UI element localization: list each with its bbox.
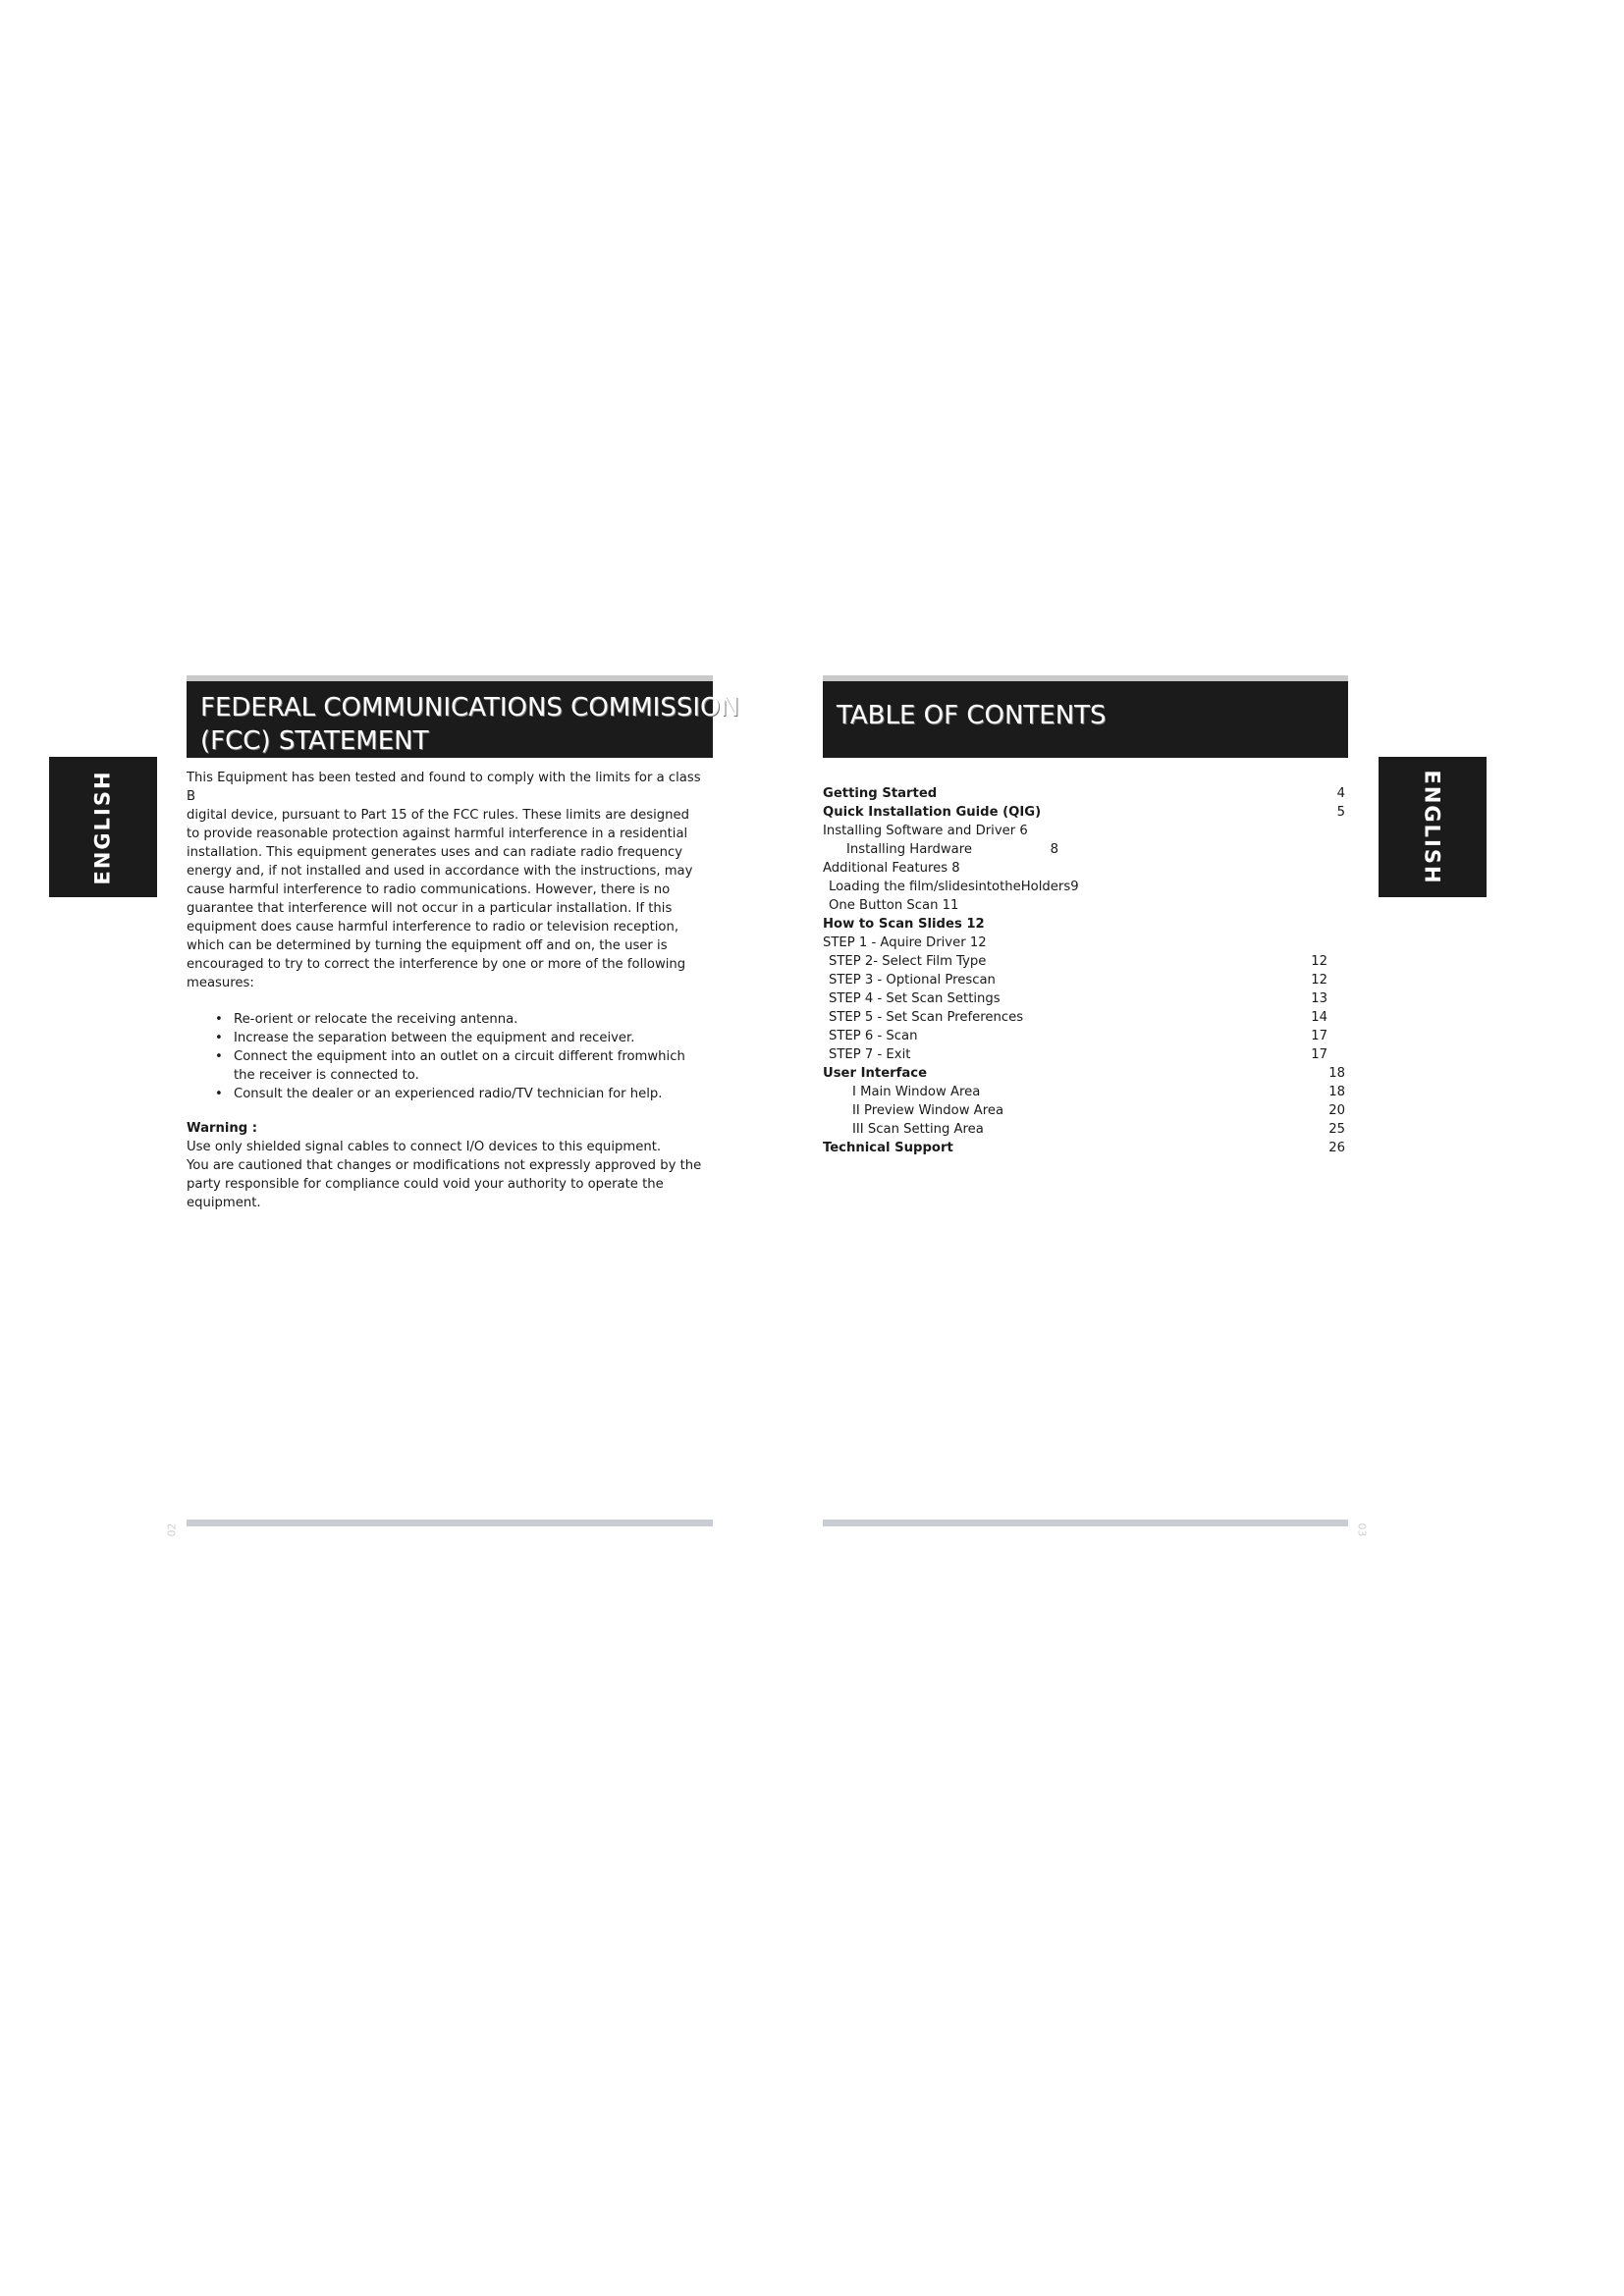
measure-item: • Re-orient or relocate the receiving antenna. <box>234 1010 712 1029</box>
toc-entry-title: STEP 7 - Exit <box>829 1047 911 1062</box>
toc-entry <box>823 1008 1347 1027</box>
toc-entry <box>823 971 1347 989</box>
toc-entry-page: 18 <box>1328 1085 1345 1099</box>
toc-title: TABLE OF CONTENTS <box>837 701 1107 730</box>
toc-entry-page: 4 <box>1336 786 1345 801</box>
toc-entry <box>823 952 1347 971</box>
toc-entry-title: Quick Installation Guide (QIG) <box>823 805 1042 820</box>
toc-entry-title: STEP 1 - Aquire Driver 12 <box>823 935 987 950</box>
fcc-intro-line: cause harmful interference to radio communications. However, there is no <box>187 882 671 897</box>
measure-item <box>234 1047 712 1085</box>
toc-entry-page: 17 <box>1311 1047 1327 1062</box>
footer-bar-right <box>823 1520 1348 1526</box>
toc-entry-title: STEP 3 - Optional Prescan <box>829 973 996 988</box>
toc-entry <box>823 840 1347 859</box>
toc-entry-page: 25 <box>1328 1122 1345 1137</box>
language-tab-right <box>1379 757 1487 897</box>
fcc-intro-line: guarantee that interference will not occur in a particular installation. If this <box>187 901 673 916</box>
warning-line: Use only shielded signal cables to connect I/O devices to this equipment. <box>187 1140 662 1154</box>
fcc-intro-line: digital device, pursuant to Part 15 of the FCC rules. These limits are designed <box>187 808 689 823</box>
toc-entry-title: STEP 4 - Set Scan Settings <box>829 991 1001 1006</box>
toc-entry-page: 14 <box>1311 1010 1327 1025</box>
toc-entry-page: 12 <box>1311 954 1327 969</box>
fcc-intro-line: measures: <box>187 976 254 990</box>
fcc-title-line2: (FCC) STATEMENT <box>200 726 429 756</box>
toc-entry <box>823 896 1347 915</box>
page-number-left: 02 <box>165 1522 179 1537</box>
warning-title: Warning : <box>187 1121 258 1136</box>
toc-entry-title: How to Scan Slides 12 <box>823 917 985 932</box>
toc-entry <box>823 1120 1347 1139</box>
fcc-measures-list <box>187 1010 712 1103</box>
fcc-intro-line: to provide reasonable protection against harmful interference in a residential <box>187 827 688 841</box>
toc-entry-title: One Button Scan 11 <box>829 898 959 913</box>
warning-text <box>187 1138 712 1212</box>
fcc-intro <box>187 769 712 992</box>
toc-entry <box>823 915 1347 934</box>
toc-entry <box>823 989 1347 1008</box>
toc-entry <box>823 1045 1347 1064</box>
measure-item-text: Connect the equipment into an outlet on a circuit different fromwhich <box>234 1049 685 1064</box>
toc-entry-title: II Preview Window Area <box>852 1103 1004 1118</box>
language-tab-left-label: ENGLISH <box>91 769 115 885</box>
toc-entry <box>823 1064 1347 1083</box>
toc-header <box>823 675 1348 758</box>
toc-entry-page: 26 <box>1328 1141 1345 1155</box>
toc-entry-title: Installing Software and Driver 6 <box>823 824 1028 838</box>
toc-entry <box>823 859 1347 878</box>
fcc-intro-line: equipment does cause harmful interference to radio or television reception, <box>187 920 679 934</box>
toc-entry <box>823 784 1347 803</box>
toc-entry <box>823 1083 1347 1101</box>
toc-entry-title: III Scan Setting Area <box>852 1122 984 1137</box>
measure-item: • Consult the dealer or an experienced radio/TV technician for help. <box>234 1085 712 1103</box>
language-tab-left <box>49 757 157 897</box>
toc-entry-title: STEP 6 - Scan <box>829 1029 918 1043</box>
measure-item: • Increase the separation between the equipment and receiver. <box>234 1029 712 1047</box>
toc-entry-title: Additional Features 8 <box>823 861 960 876</box>
warning-line: equipment. <box>187 1196 261 1210</box>
warning-line: You are cautioned that changes or modifications not expressly approved by the <box>187 1158 702 1173</box>
toc-entry-page: 5 <box>1336 805 1345 820</box>
toc-entry-title: Loading the film/slidesintotheHolders9 <box>829 880 1079 894</box>
warning-line: party responsible for compliance could void your authority to operate the <box>187 1177 664 1192</box>
language-tab-right-label: ENGLISH <box>1421 769 1444 885</box>
toc-entry <box>823 878 1347 896</box>
toc-entry-page: 20 <box>1328 1103 1345 1118</box>
fcc-intro-line: This Equipment has been tested and found to comply with the limits for a class B <box>187 771 701 804</box>
toc-entry-title: Getting Started <box>823 786 938 801</box>
toc-entry <box>823 822 1347 840</box>
toc-entry-title: STEP 5 - Set Scan Preferences <box>829 1010 1024 1025</box>
toc-entry <box>823 1139 1347 1157</box>
toc-list <box>823 784 1347 1157</box>
toc-entry-title: STEP 2- Select Film Type <box>829 954 987 969</box>
toc-entry-page: 17 <box>1311 1029 1327 1043</box>
toc-entry-title: User Interface <box>823 1066 928 1081</box>
fcc-intro-line: encouraged to try to correct the interference by one or more of the following <box>187 957 686 972</box>
fcc-title-line1: FEDERAL COMMUNICATIONS COMMISSION <box>200 693 739 722</box>
fcc-body <box>187 769 712 1212</box>
page-number-right: 03 <box>1355 1522 1369 1537</box>
toc-entry <box>823 1101 1347 1120</box>
measure-item-continuation: the receiver is connected to. <box>234 1068 419 1083</box>
fcc-intro-line: which can be determined by turning the equipment off and on, the user is <box>187 938 668 953</box>
toc-entry-title: Installing Hardware <box>846 842 972 857</box>
fcc-intro-line: energy and, if not installed and used in accordance with the instructions, may <box>187 864 693 879</box>
fcc-header <box>187 675 739 758</box>
toc-entry <box>823 803 1347 822</box>
toc-entry-page: 8 <box>1050 842 1058 857</box>
toc-entry <box>823 1027 1347 1045</box>
toc-entry-title: Technical Support <box>823 1141 953 1155</box>
toc-entry-page: 13 <box>1311 991 1327 1006</box>
toc-entry-page: 12 <box>1311 973 1327 988</box>
toc-entry-page: 18 <box>1328 1066 1345 1081</box>
toc-entry <box>823 934 1347 952</box>
footer-bar-left <box>187 1520 713 1526</box>
toc-entry-title: I Main Window Area <box>852 1085 981 1099</box>
fcc-intro-line: installation. This equipment generates uses and can radiate radio frequency <box>187 845 683 860</box>
